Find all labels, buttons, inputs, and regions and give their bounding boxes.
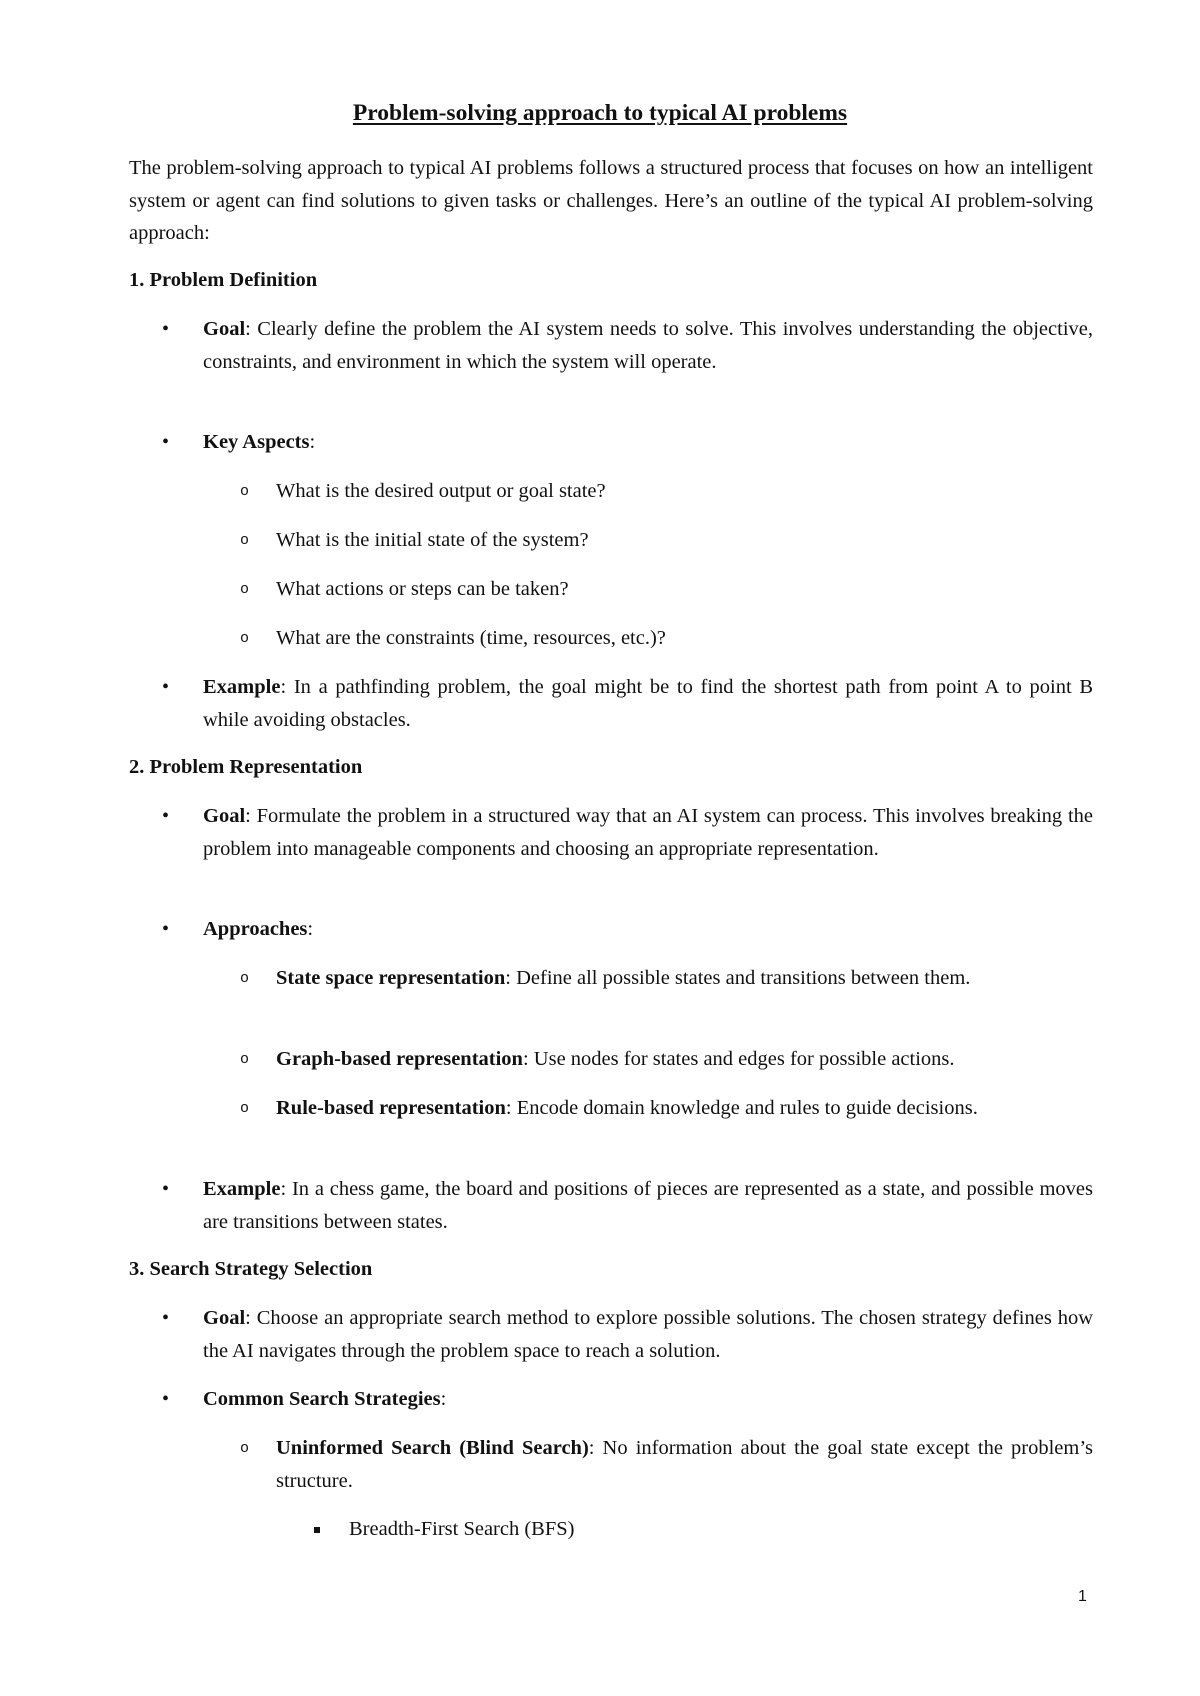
s3-uninformed-item	[276, 1432, 1093, 1497]
s1-key-colon: :	[309, 431, 316, 453]
s2-a3-label: Rule-based representation	[276, 1097, 506, 1119]
section-2-heading: 2. Problem Representation	[129, 756, 363, 778]
s1-question-4: o What are the constraints (time, resources, etc.)?	[276, 622, 1093, 655]
s2-a1-text: : Define all possible states and transitions between them.	[505, 967, 971, 989]
s2-approaches-colon: :	[307, 918, 314, 940]
section-1-heading: 1. Problem Definition	[129, 269, 318, 291]
s2-example-label: Example	[203, 1178, 281, 1200]
s3-goal-label: Goal	[203, 1307, 246, 1329]
s1-goal-item	[203, 313, 1093, 378]
s1-goal-text: : Clearly define the problem the AI system needs to solve. This involves understanding the objective, constraints, and environment in which the system will operate.	[203, 318, 1093, 373]
s1-goal-label: Goal	[203, 318, 246, 340]
page-title: Problem-solving approach to typical AI problems	[352, 100, 848, 126]
s3-common-item	[203, 1383, 1093, 1416]
s2-approaches-label: Approaches	[203, 918, 308, 940]
s3-u-label: Uninformed Search (Blind Search)	[276, 1437, 589, 1459]
s2-approach-state-space	[276, 962, 1093, 995]
s1-key-label: Key Aspects	[203, 431, 310, 453]
s2-a3-text: : Encode domain knowledge and rules to guide decisions.	[505, 1097, 978, 1119]
section-3-heading: 3. Search Strategy Selection	[129, 1258, 373, 1280]
s3-goal-item	[203, 1302, 1093, 1367]
s2-a2-text: : Use nodes for states and edges for possible actions.	[522, 1048, 955, 1070]
page-number: 1	[1078, 1588, 1087, 1605]
s1-example-text: : In a pathfinding problem, the goal might be to find the shortest path from point A to point B while avoiding obstacles.	[203, 676, 1093, 731]
s1-key-aspects-item	[203, 426, 1093, 459]
s1-question-1: o What is the desired output or goal state?	[276, 475, 1093, 508]
s3-common-colon: :	[440, 1388, 447, 1410]
s2-goal-item	[203, 800, 1093, 865]
s1-example-item	[203, 671, 1093, 736]
s1-question-3: o What actions or steps can be taken?	[276, 573, 1093, 606]
s1-question-2: o What is the initial state of the system?	[276, 524, 1093, 557]
s3-bfs-item: Breadth-First Search (BFS)	[349, 1513, 1093, 1546]
s2-goal-label: Goal	[203, 805, 246, 827]
s2-example-text: : In a chess game, the board and positions of pieces are represented as a state, and possible moves are transitions between states.	[203, 1178, 1093, 1233]
s1-example-label: Example	[203, 676, 281, 698]
s3-common-label: Common Search Strategies	[203, 1388, 441, 1410]
s2-a1-label: State space representation	[276, 967, 506, 989]
s2-approaches-item	[203, 913, 1093, 946]
s2-goal-text: : Formulate the problem in a structured way that an AI system can process. This involves breaking the problem into manageable components and choosing an appropriate representation.	[203, 805, 1093, 860]
s2-approach-rule	[276, 1092, 1093, 1125]
s2-example-item	[203, 1173, 1093, 1238]
s3-goal-text: : Choose an appropriate search method to explore possible solutions. The chosen strategy defines how the AI navigates through the problem space to reach a solution.	[203, 1307, 1093, 1362]
s2-approach-graph	[276, 1043, 1093, 1076]
s3-u-text: : No information about the goal state except the problem’s structure.	[276, 1437, 1093, 1492]
s2-a2-label: Graph-based representation	[276, 1048, 523, 1070]
intro-paragraph: The problem-solving approach to typical AI problems follows a structured process that focuses on how an intelligent system or agent can find solutions to given tasks or challenges. Here’s an outline of the typical AI problem-solving approach:	[129, 157, 1093, 244]
